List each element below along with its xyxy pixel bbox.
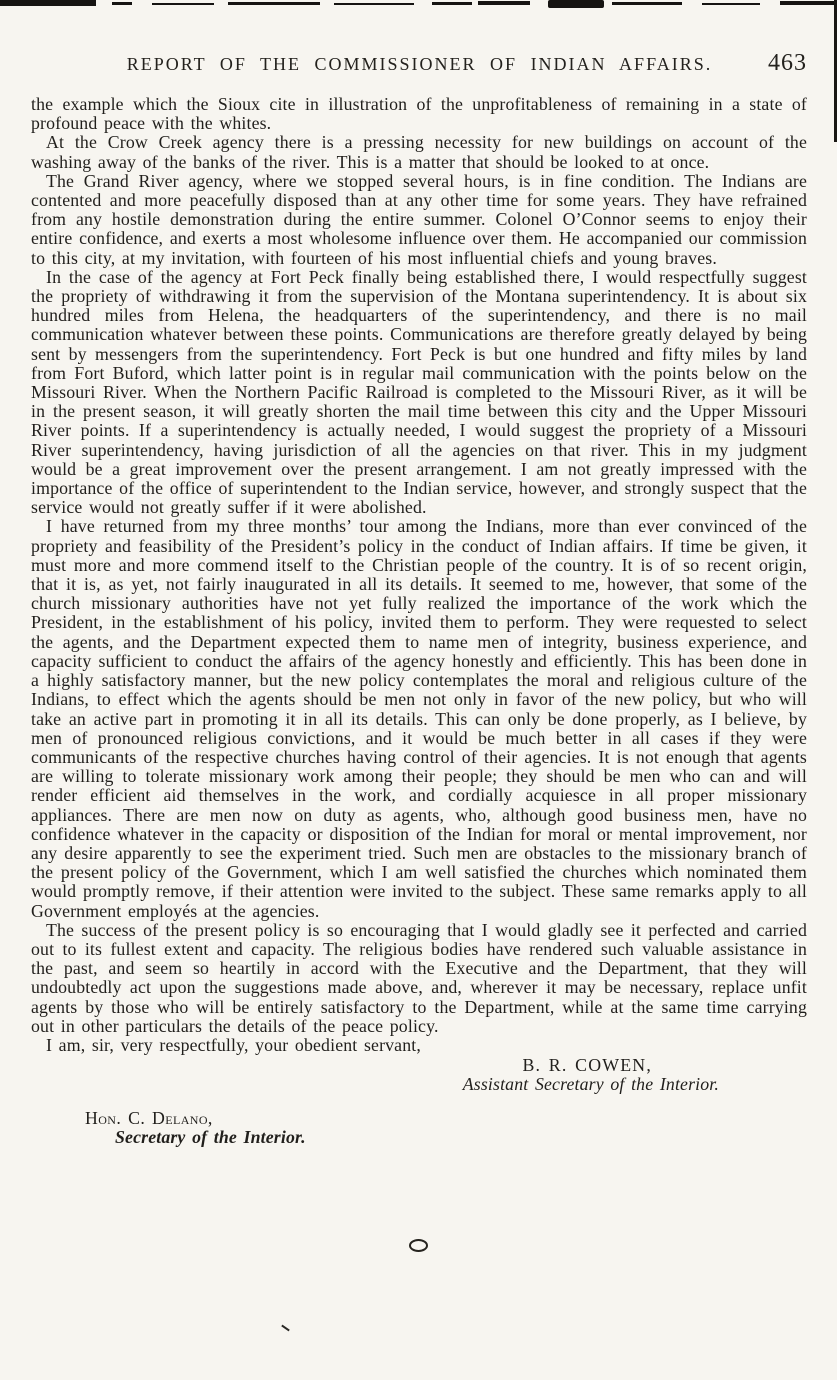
paragraph: The Grand River agency, where we stopped several hours, is in fine condition. The Indians are contented and more peacefully disposed than at any other time for some years. They have refrained from any hostile demonstration during the entire summer. Colonel O’Connor seems to enjoy their entire confidence, and exerts a most wholesome influence over them. He accompanied our commission to this city, at my invitation, with fourteen of his most influential chiefs and young braves.	[31, 170, 807, 268]
document-body	[31, 95, 807, 1147]
scan-mark	[334, 3, 414, 5]
oval-ornament-icon	[409, 1239, 428, 1252]
signature-title: Assistant Secretary of the Interior.	[462, 1074, 719, 1095]
paragraph: In the case of the agency at Fort Peck finally being established there, I would respectfully suggest the propriety of withdrawing it from the supervision of the Montana superintendency. It is about six hundred miles from Helena, the headquarters of the superintendency, and there is no mail communication whatever between these points. Communications are therefore greatly delayed by being sent by messengers from the superintendency. Fort Peck is but one hundred and fifty miles by land from Fort Buford, which latter point is in regular mail communication with the points below on the Missouri River. When the Northern Pacific Railroad is completed to the Missouri River, as it will be in the present season, it will greatly shorten the mail time between this city and the Upper Missouri River points. If a superintendency is actually needed, I would suggest the propriety of a Missouri River superintendency, having jurisdiction of all the agencies on that river. This in my judgment would be a great improvement over the present arrangement. I am not greatly impressed with the importance of the office of superintendent to the Indian service, however, and strongly suspect that the service would not greatly suffer if it were abolished.	[31, 266, 807, 518]
signature-block	[31, 1056, 807, 1094]
scan-mark	[281, 1325, 290, 1332]
scan-mark	[152, 3, 214, 5]
scan-artifacts-top	[0, 0, 837, 12]
addressee-name: Hon. C. Delano,	[85, 1107, 213, 1128]
addressee-title: Secretary of the Interior.	[115, 1126, 306, 1147]
page-header	[30, 50, 809, 80]
scan-mark	[432, 2, 472, 5]
scan-mark	[780, 1, 837, 5]
addressee-block	[31, 1109, 807, 1147]
scan-mark	[228, 2, 320, 5]
signature-name: B. R. COWEN,	[522, 1055, 652, 1076]
scan-mark	[702, 3, 760, 5]
page-number: 463	[768, 50, 807, 76]
closing-line: I am, sir, very respectfully, your obedient servant,	[46, 1034, 421, 1055]
scan-mark	[612, 2, 682, 5]
scan-mark	[478, 1, 530, 5]
paragraph-continuation: the example which the Sioux cite in illustration of the unprofitableness of remaining in a state of profound peace with the whites.	[31, 94, 807, 134]
paragraph: At the Crow Creek agency there is a pressing necessity for new buildings on account of the washing away of the banks of the river. This is a matter that should be looked to at once.	[31, 132, 807, 172]
scan-mark	[112, 2, 132, 5]
paragraph: I have returned from my three months’ tour among the Indians, more than ever convinced of the propriety and feasibility of the President’s policy in the conduct of Indian affairs. If time be given, it must more and more commend itself to the Christian people of the country. It is of so recent origin, that it is, as yet, not fairly inaugurated in all its details. It seemed to me, however, that some of the church missionary authorities have not yet fully realized the importance of the work which the President, in the establishment of his policy, invited them to perform. They were requested to select the agents, and the Department expected them to name men of integrity, business experience, and capacity sufficient to conduct the affairs of the agency honestly and efficiently. This has been done in a highly satisfactory manner, but the new policy contemplates the moral and religious culture of the Indians, to effect which the agents should be men not only in favor of the new policy, but who will take an active part in promoting it in all its details. This can only be done properly, as I believe, by men of pronounced religious convictions, and it would be much better in all cases if they were communicants of the respective churches having control of their agencies. It is not enough that agents are willing to tolerate missionary work among their people; they should be men who can and will render efficient aid themselves in the work, and cordially acquiesce in all proper missionary appliances. There are men now on duty as agents, who, although good business men, have no confidence whatever in the capacity or disposition of the Indian for moral or mental improvement, nor any desire apparently to see the experiment tried. Such men are obstacles to the missionary branch of the present policy of the Government, which I am well satisfied the churches which nominated them would promptly remove, if their attention were invited to the subject. These same remarks apply to all Government employés at the agencies.	[31, 516, 807, 921]
paragraph: The success of the present policy is so encouraging that I would gladly see it perfected and carried out to its fullest extent and capacity. The religious bodies have rendered such valuable assistance in the past, and seem so heartily in accord with the Executive and the Department, that they will undoubtedly act upon the suggestions made above, and, wherever it may be necessary, replace unfit agents by those who will be entirely satisfactory to the Department, while at the same time carrying out in other particulars the details of the peace policy.	[31, 919, 807, 1036]
running-title: REPORT OF THE COMMISSIONER OF INDIAN AFFAIRS.	[126, 54, 713, 74]
scan-mark	[548, 0, 604, 8]
scan-mark	[0, 0, 96, 6]
